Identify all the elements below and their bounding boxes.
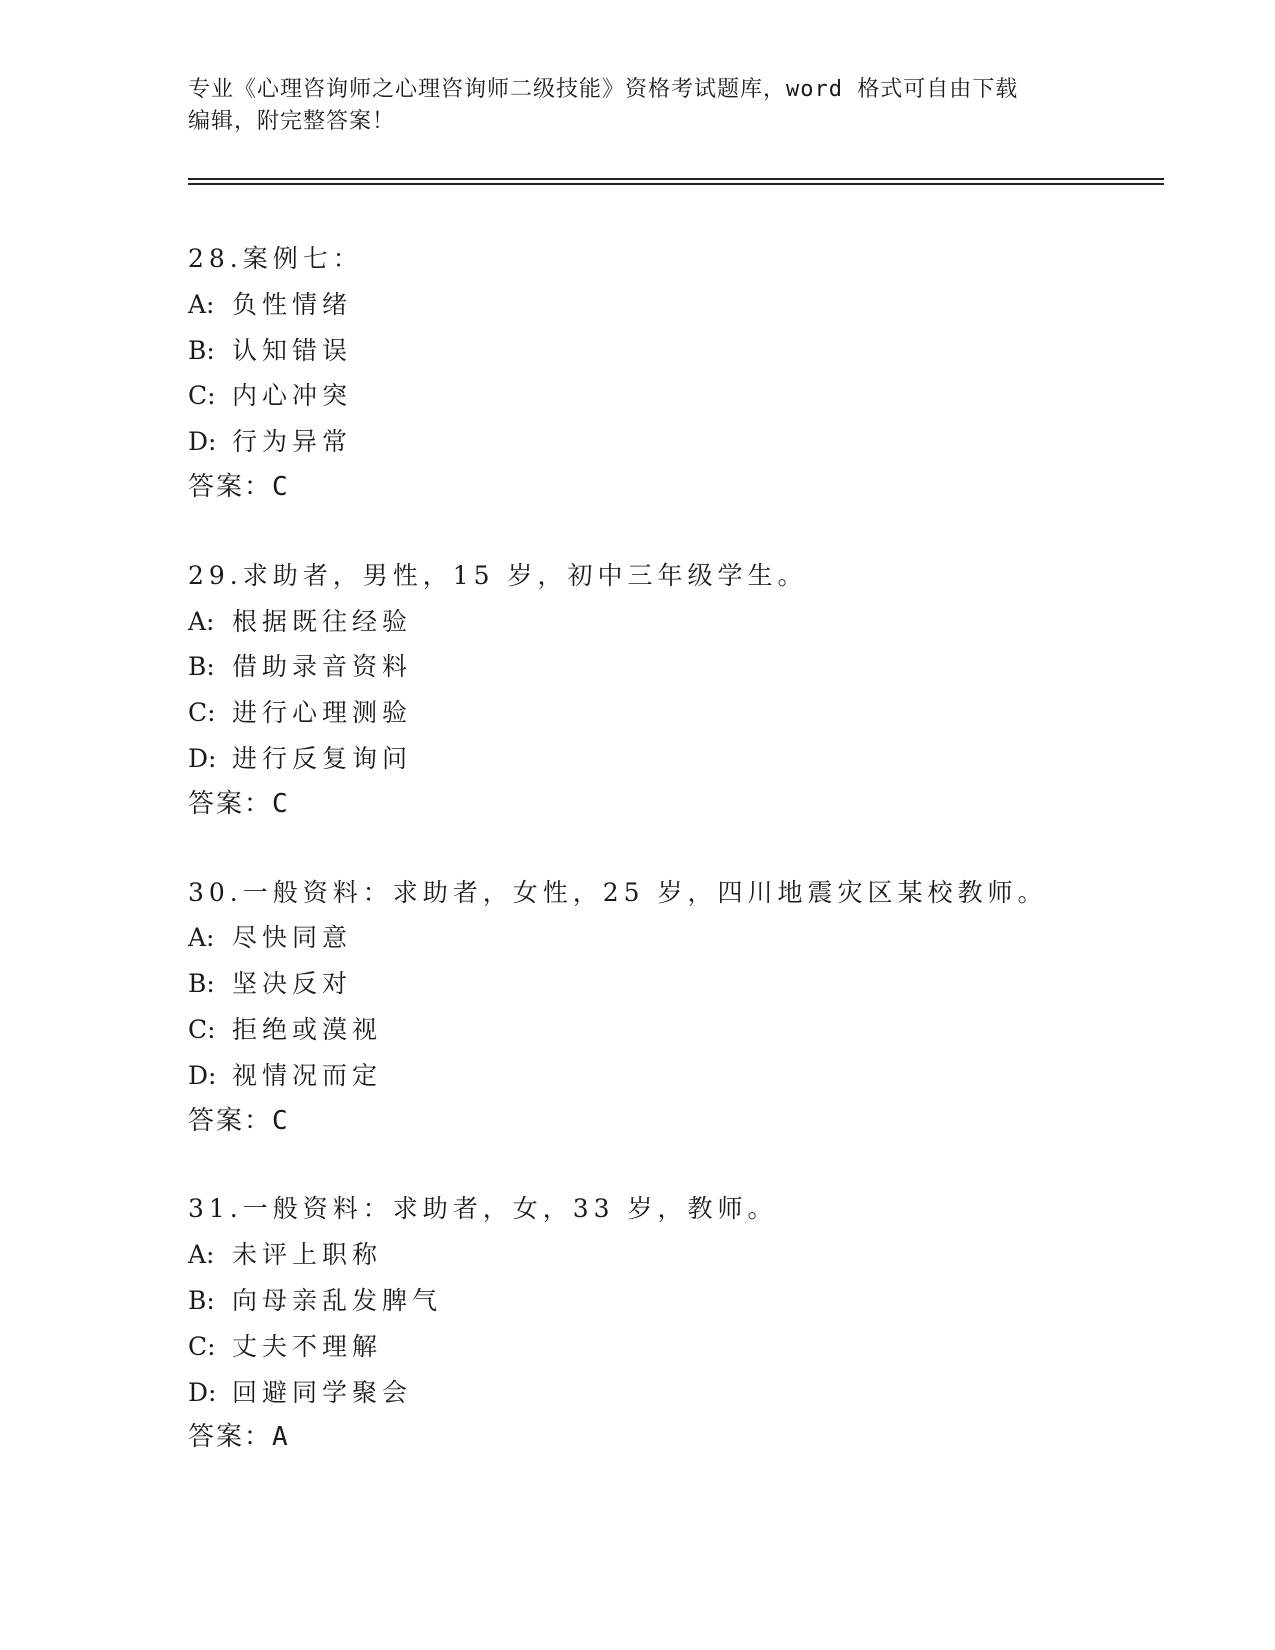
header-divider-bottom: [188, 183, 1164, 185]
option-c: [188, 1007, 1168, 1053]
option-b: [188, 1278, 1168, 1324]
option-letter: A:: [188, 289, 215, 319]
option-text: 未评上职称: [232, 1240, 383, 1270]
option-c: [188, 690, 1168, 736]
question-stem: 28.案例七：: [188, 244, 363, 273]
header-divider-top: [188, 178, 1164, 180]
option-text: 根据既往经验: [232, 606, 413, 636]
option-b: [188, 961, 1168, 1007]
option-letter: D:: [188, 1060, 217, 1090]
option-letter: A:: [188, 1240, 215, 1270]
answer-line: 答案：C: [188, 788, 290, 819]
option-letter: C:: [188, 1331, 216, 1361]
option-letter: D:: [188, 1377, 217, 1407]
option-d: [188, 736, 1168, 782]
header-line-1: 专业《心理咨询师之心理咨询师二级技能》资格考试题库，word 格式可自由下载: [188, 77, 1019, 102]
option-letter: C:: [188, 1014, 216, 1044]
option-d: [188, 419, 1168, 465]
option-letter: D:: [188, 743, 217, 773]
option-text: 行为异常: [232, 427, 353, 457]
question-stem: 29.求助者，男性，15 岁，初中三年级学生。: [188, 560, 808, 590]
header-line-2: 编辑，附完整答案！: [188, 109, 396, 134]
option-a: [188, 915, 1168, 961]
option-text: 认知错误: [232, 335, 353, 365]
option-a: [188, 599, 1168, 645]
option-a: [188, 282, 1168, 328]
option-letter: C:: [188, 381, 216, 411]
option-text: 进行反复询问: [232, 743, 413, 773]
option-c: [188, 373, 1168, 419]
answer-line: 答案：C: [188, 471, 290, 502]
answer-line: 答案：C: [188, 1105, 290, 1136]
option-b: [188, 644, 1168, 690]
option-text: 拒绝或漠视: [232, 1014, 383, 1044]
option-text: 视情况而定: [232, 1060, 383, 1090]
question-stem: 31.一般资料：求助者，女，33 岁，教师。: [188, 1194, 778, 1224]
option-text: 尽快同意: [232, 923, 353, 953]
document-header: [188, 74, 1088, 138]
option-a: [188, 1232, 1168, 1278]
question-31: [188, 1186, 1168, 1461]
option-text: 向母亲乱发脾气: [232, 1285, 443, 1315]
option-text: 内心冲突: [232, 381, 353, 411]
option-letter: C:: [188, 698, 216, 728]
option-b: [188, 328, 1168, 374]
question-29: [188, 553, 1168, 828]
option-text: 丈夫不理解: [232, 1331, 383, 1361]
option-letter: A:: [188, 923, 215, 953]
option-letter: B:: [188, 335, 215, 365]
question-stem: 30.一般资料：求助者，女性，25 岁，四川地震灾区某校教师。: [188, 877, 1048, 907]
question-list: [188, 236, 1168, 1503]
option-letter: D:: [188, 427, 217, 457]
option-letter: A:: [188, 606, 215, 636]
option-letter: B:: [188, 1285, 215, 1315]
option-c: [188, 1324, 1168, 1370]
option-letter: B:: [188, 652, 215, 682]
option-text: 借助录音资料: [232, 652, 413, 682]
option-d: [188, 1053, 1168, 1099]
option-text: 负性情绪: [232, 289, 353, 319]
option-text: 回避同学聚会: [232, 1377, 413, 1407]
question-28: [188, 236, 1168, 511]
answer-line: 答案：A: [188, 1422, 290, 1453]
option-text: 坚决反对: [232, 969, 353, 999]
option-letter: B:: [188, 969, 215, 999]
question-30: [188, 870, 1168, 1145]
option-text: 进行心理测验: [232, 698, 413, 728]
option-d: [188, 1370, 1168, 1416]
